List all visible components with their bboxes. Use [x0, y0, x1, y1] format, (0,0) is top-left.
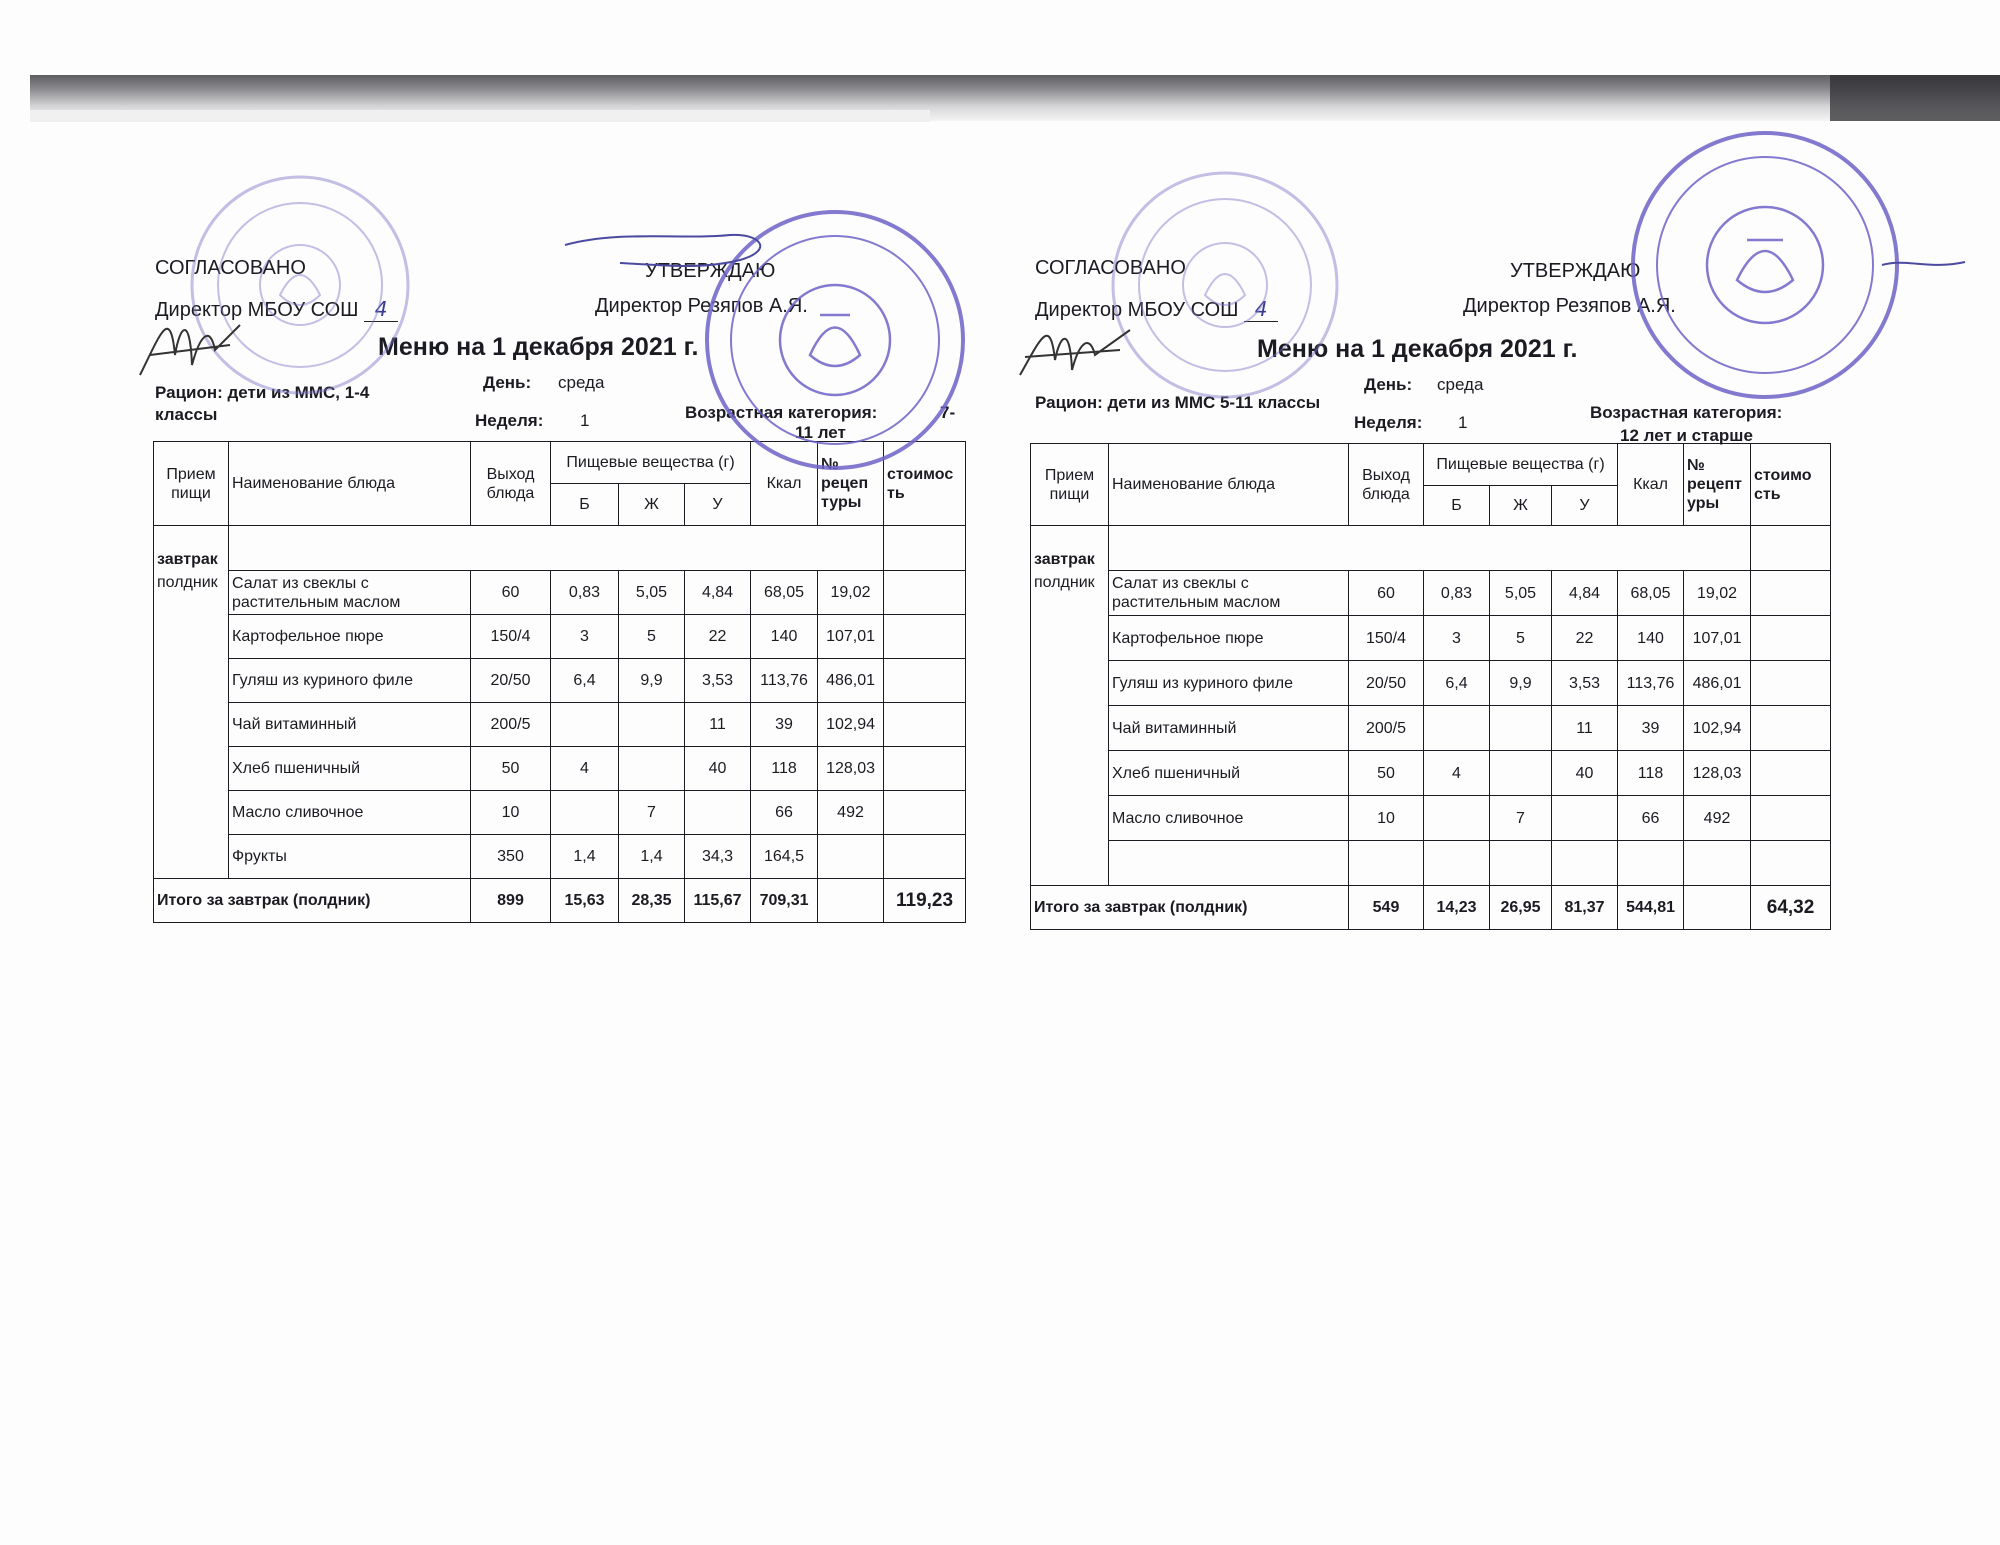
dish-kcal: 66	[751, 791, 818, 835]
header-yield: Выход блюда	[1349, 444, 1424, 526]
total-label: Итого за завтрак (полдник)	[154, 879, 471, 923]
empty-cost	[884, 526, 966, 571]
dish-zh	[1490, 751, 1552, 796]
signature-approved-right	[1880, 250, 1970, 280]
meal-sub: полдник	[1031, 571, 1109, 886]
header-nutrients: Пищевые вещества (г)	[551, 442, 751, 484]
dish-name: Чай витаминный	[1109, 706, 1349, 751]
scan-edge-dark-corner	[1830, 75, 2000, 121]
dish-u: 34,3	[685, 835, 751, 879]
menu-table	[1030, 443, 1831, 930]
dish-u	[1552, 796, 1618, 841]
dish-b: 3	[1424, 616, 1490, 661]
total-u: 81,37	[1552, 886, 1618, 930]
dish-u: 40	[1552, 751, 1618, 796]
dish-name: Масло сливочное	[229, 791, 471, 835]
age-value-a: 7-	[940, 403, 956, 422]
school-seal-stamp-left	[185, 170, 415, 400]
ration-label-2: классы	[155, 405, 218, 424]
total-zh: 26,95	[1490, 886, 1552, 930]
school-number: 4	[1244, 297, 1278, 322]
dish-recipe: 19,02	[1684, 571, 1751, 616]
menu-title: Меню на 1 декабря 2021 г.	[378, 333, 699, 361]
agreed-director-text: Директор МБОУ СОШ	[155, 299, 359, 321]
header-b: Б	[551, 484, 619, 526]
dish-zh: 5,05	[619, 571, 685, 615]
menu-title: Меню на 1 декабря 2021 г.	[1257, 335, 1578, 363]
header-kcal: Ккал	[751, 442, 818, 526]
dish-b: 4	[1424, 751, 1490, 796]
dish-kcal: 164,5	[751, 835, 818, 879]
dish-zh: 5,05	[1490, 571, 1552, 616]
total-recipe	[818, 879, 884, 923]
day-value: среда	[1437, 375, 1484, 394]
header-nutrients: Пищевые вещества (г)	[1424, 444, 1618, 486]
dish-b	[1424, 841, 1490, 886]
empty-row	[229, 526, 884, 571]
total-u: 115,67	[685, 879, 751, 923]
school-seal-stamp-right	[1105, 165, 1345, 405]
dish-yield: 150/4	[471, 615, 551, 659]
dish-yield	[1349, 841, 1424, 886]
dish-u: 22	[685, 615, 751, 659]
dish-kcal: 68,05	[1618, 571, 1684, 616]
total-yield: 549	[1349, 886, 1424, 930]
dish-kcal: 140	[1618, 616, 1684, 661]
dish-kcal: 66	[1618, 796, 1684, 841]
dish-yield: 200/5	[1349, 706, 1424, 751]
dish-cost	[1751, 706, 1831, 751]
dish-u: 11	[685, 703, 751, 747]
school-number: 4	[364, 297, 398, 322]
approved-director: Директор Резяпов А.Я.	[1463, 295, 1676, 317]
header-zh: Ж	[619, 484, 685, 526]
total-zh: 28,35	[619, 879, 685, 923]
dish-u: 4,84	[1552, 571, 1618, 616]
dish-b: 0,83	[551, 571, 619, 615]
dish-cost	[884, 615, 966, 659]
day-label: День:	[483, 373, 532, 392]
dish-kcal: 39	[1618, 706, 1684, 751]
approved-label: УТВЕРЖДАЮ	[645, 260, 776, 282]
total-b: 14,23	[1424, 886, 1490, 930]
dish-cost	[884, 791, 966, 835]
week-label: Неделя:	[475, 411, 544, 430]
dish-cost	[884, 747, 966, 791]
dish-zh: 9,9	[1490, 661, 1552, 706]
dish-recipe: 19,02	[818, 571, 884, 615]
dish-cost	[1751, 841, 1831, 886]
header-zh: Ж	[1490, 486, 1552, 526]
dish-zh: 1,4	[619, 835, 685, 879]
scan-edge-highlight	[30, 110, 930, 122]
dish-b	[551, 703, 619, 747]
empty-cost	[1751, 526, 1831, 571]
header-cost: стоимо сть	[1751, 444, 1831, 526]
dish-name: Гуляш из куриного филе	[229, 659, 471, 703]
dish-b: 6,4	[551, 659, 619, 703]
dish-u	[1552, 841, 1618, 886]
total-recipe	[1684, 886, 1751, 930]
header-recipe: № рецепт уры	[1684, 444, 1751, 526]
header-dish: Наименование блюда	[1109, 444, 1349, 526]
dish-name	[1109, 841, 1349, 886]
approved-label: УТВЕРЖДАЮ	[1510, 260, 1641, 282]
header-recipe: № рецеп туры	[818, 442, 884, 526]
dish-kcal: 140	[751, 615, 818, 659]
dish-zh	[619, 747, 685, 791]
dish-cost	[884, 835, 966, 879]
dish-recipe: 102,94	[818, 703, 884, 747]
dish-b: 6,4	[1424, 661, 1490, 706]
total-cost: 119,23	[884, 879, 966, 923]
meal-top: завтрак	[1031, 526, 1109, 571]
header-dish: Наименование блюда	[229, 442, 471, 526]
total-kcal: 544,81	[1618, 886, 1684, 930]
dish-recipe: 486,01	[1684, 661, 1751, 706]
dish-recipe	[818, 835, 884, 879]
dish-kcal: 118	[751, 747, 818, 791]
dish-name: Хлеб пшеничный	[229, 747, 471, 791]
day-value: среда	[558, 373, 605, 392]
dish-u	[685, 791, 751, 835]
dish-kcal: 39	[751, 703, 818, 747]
agreed-director	[155, 297, 398, 322]
age-label: Возрастная категория:	[1590, 403, 1783, 422]
dish-recipe: 107,01	[1684, 616, 1751, 661]
dish-kcal: 113,76	[751, 659, 818, 703]
total-kcal: 709,31	[751, 879, 818, 923]
dish-cost	[1751, 616, 1831, 661]
dish-yield: 20/50	[1349, 661, 1424, 706]
dish-kcal: 68,05	[751, 571, 818, 615]
meal-sub: полдник	[154, 571, 229, 879]
dish-yield: 50	[1349, 751, 1424, 796]
dish-name: Салат из свеклы с растительным маслом	[1109, 571, 1349, 616]
week-value: 1	[580, 411, 590, 430]
ration-label: Рацион: дети из ММС 5-11 классы	[1035, 393, 1321, 412]
dish-b	[551, 791, 619, 835]
dish-zh	[619, 703, 685, 747]
dish-name: Фрукты	[229, 835, 471, 879]
total-cost: 64,32	[1751, 886, 1831, 930]
agreed-label: СОГЛАСОВАНО	[155, 257, 306, 279]
week-value: 1	[1458, 413, 1468, 432]
dish-yield: 20/50	[471, 659, 551, 703]
dish-cost	[884, 571, 966, 615]
agreed-label: СОГЛАСОВАНО	[1035, 257, 1186, 279]
dish-kcal: 118	[1618, 751, 1684, 796]
age-value-b: 11 лет	[795, 423, 846, 442]
agreed-director-text: Директор МБОУ СОШ	[1035, 299, 1239, 321]
dish-b: 4	[551, 747, 619, 791]
dish-u: 4,84	[685, 571, 751, 615]
dish-zh	[1490, 841, 1552, 886]
dish-yield: 60	[471, 571, 551, 615]
approved-director: Директор Резяпов А.Я.	[595, 295, 808, 317]
dish-cost	[1751, 571, 1831, 616]
header-kcal: Ккал	[1618, 444, 1684, 526]
header-yield: Выход блюда	[471, 442, 551, 526]
dish-yield: 150/4	[1349, 616, 1424, 661]
dish-zh: 9,9	[619, 659, 685, 703]
dish-u: 3,53	[1552, 661, 1618, 706]
week-label: Неделя:	[1354, 413, 1423, 432]
dish-name: Гуляш из куриного филе	[1109, 661, 1349, 706]
dish-zh: 7	[619, 791, 685, 835]
dish-yield: 350	[471, 835, 551, 879]
dish-zh: 5	[1490, 616, 1552, 661]
empty-row	[1109, 526, 1751, 571]
dish-u: 22	[1552, 616, 1618, 661]
dish-yield: 10	[1349, 796, 1424, 841]
dish-recipe: 492	[1684, 796, 1751, 841]
dish-yield: 10	[471, 791, 551, 835]
age-label: Возрастная категория:	[685, 403, 878, 422]
entrepreneur-seal-stamp-right	[1625, 125, 1905, 405]
meal-top: завтрак	[154, 526, 229, 571]
dish-yield: 60	[1349, 571, 1424, 616]
dish-u: 3,53	[685, 659, 751, 703]
dish-b: 0,83	[1424, 571, 1490, 616]
header-meal: Прием пищи	[1031, 444, 1109, 526]
total-yield: 899	[471, 879, 551, 923]
dish-b	[1424, 706, 1490, 751]
dish-name: Картофельное пюре	[1109, 616, 1349, 661]
header-b: Б	[1424, 486, 1490, 526]
total-b: 15,63	[551, 879, 619, 923]
dish-name: Масло сливочное	[1109, 796, 1349, 841]
dish-zh: 5	[619, 615, 685, 659]
dish-cost	[1751, 796, 1831, 841]
dish-recipe: 486,01	[818, 659, 884, 703]
total-label: Итого за завтрак (полдник)	[1031, 886, 1349, 930]
header-u: У	[1552, 486, 1618, 526]
dish-cost	[884, 659, 966, 703]
header-meal: Прием пищи	[154, 442, 229, 526]
age-value-b: 12 лет и старше	[1620, 426, 1753, 445]
dish-cost	[1751, 661, 1831, 706]
dish-u: 11	[1552, 706, 1618, 751]
dish-recipe	[1684, 841, 1751, 886]
dish-cost	[884, 703, 966, 747]
header-cost: стоимос ть	[884, 442, 966, 526]
dish-name: Салат из свеклы с растительным маслом	[229, 571, 471, 615]
agreed-director	[1035, 297, 1278, 322]
dish-recipe: 128,03	[1684, 751, 1751, 796]
menu-table	[153, 441, 966, 923]
dish-yield: 200/5	[471, 703, 551, 747]
dish-recipe: 107,01	[818, 615, 884, 659]
dish-recipe: 492	[818, 791, 884, 835]
dish-zh	[1490, 706, 1552, 751]
header-u: У	[685, 484, 751, 526]
day-label: День:	[1364, 375, 1413, 394]
dish-recipe: 128,03	[818, 747, 884, 791]
dish-cost	[1751, 751, 1831, 796]
dish-name: Чай витаминный	[229, 703, 471, 747]
dish-kcal	[1618, 841, 1684, 886]
dish-b: 1,4	[551, 835, 619, 879]
dish-name: Картофельное пюре	[229, 615, 471, 659]
dish-recipe: 102,94	[1684, 706, 1751, 751]
dish-zh: 7	[1490, 796, 1552, 841]
dish-u: 40	[685, 747, 751, 791]
dish-b: 3	[551, 615, 619, 659]
dish-kcal: 113,76	[1618, 661, 1684, 706]
dish-yield: 50	[471, 747, 551, 791]
dish-b	[1424, 796, 1490, 841]
ration-label: Рацион: дети из ММС, 1-4	[155, 383, 370, 402]
dish-name: Хлеб пшеничный	[1109, 751, 1349, 796]
